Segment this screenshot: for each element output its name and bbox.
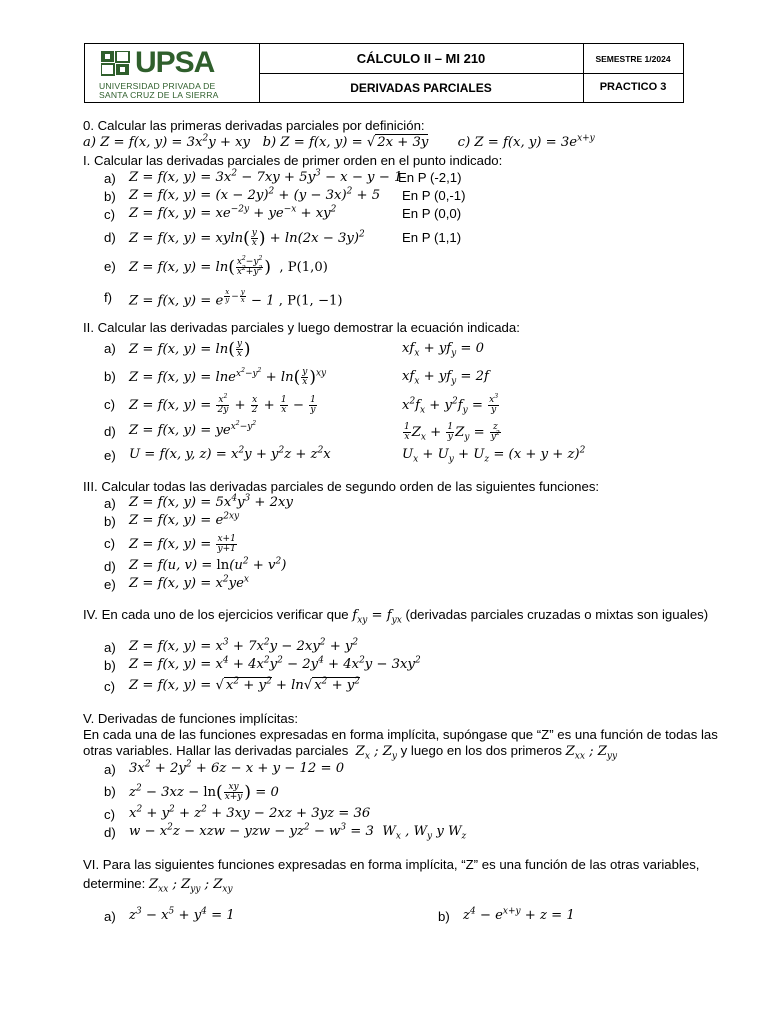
section-4-heading: IV. En cada uno de los ejercicios verificar que $f_{xy} = f_{yx}$ (derivadas parciales cruzadas o mixtas son iguales) bbox=[83, 607, 709, 626]
exercise-5b: $z^2 - 3xz - \ln$( $\frac{xy}{x+y}$ ) = 0 bbox=[129, 782, 279, 803]
section-5-text-b: y luego en los dos primeros bbox=[400, 743, 562, 758]
point-1f: , P(1, −1) bbox=[278, 293, 343, 309]
equation-2d: $\frac{1}{x}$ $Z_x$ + $\frac{1}{y}$ $Z_y$ = $\frac{z}{y^2}$ bbox=[404, 422, 500, 443]
section-5-line-2: otras variables. Hallar las derivadas parciales $Z_x$ ; $Z_y$ y luego en los dos primeros $Z_{xx}$ ; $Z_{yy}$ bbox=[83, 743, 618, 762]
item-label: c) bbox=[104, 207, 115, 222]
item-label: b) bbox=[104, 189, 116, 204]
item-label: e) bbox=[104, 259, 116, 274]
item-label: a) bbox=[104, 909, 116, 924]
exercise-2d: Z = f(x, $y) = ye^{x^2-y^2}$ bbox=[129, 419, 257, 438]
section-3-heading: III. Calcular todas las derivadas parciales de segundo orden de las siguientes funciones: bbox=[83, 479, 600, 494]
section-6-text: determine: bbox=[83, 876, 146, 891]
item-label: b) bbox=[438, 909, 450, 924]
equation-2c: $x^2f_x + y^2f_y$ = $\frac{x^3}{y}$ bbox=[402, 393, 499, 416]
exercise-2a: Z = f(x, y) = ln( $\frac{y}{x}$ ) bbox=[129, 339, 251, 360]
item-label: d) bbox=[104, 825, 116, 840]
semester-label: SEMESTRE 1/2024 bbox=[595, 54, 671, 64]
item-label: c) bbox=[104, 397, 115, 412]
exercise-4b: Z = f(x, $y) = x^4 + 4x^2y^2 - 2y^4 + 4x^2y - 3xy^2$ bbox=[129, 655, 421, 672]
section-4-text-b: (derivadas parciales cruzadas o mixtas son iguales) bbox=[405, 607, 709, 622]
exercise-5a: $3x^2 + 2y^2 + 6z - x + y - 12 = 0$ bbox=[129, 759, 345, 776]
point-1a: En P (-2,1) bbox=[398, 170, 462, 185]
item-label: e) bbox=[104, 448, 116, 463]
exercise-6a: $z^3 - x^5 + y^4 = 1$ bbox=[129, 906, 235, 923]
section-1-heading: I. Calcular las derivadas parciales de primer orden en el punto indicado: bbox=[83, 153, 503, 168]
section-5-heading: V. Derivadas de funciones implícitas: bbox=[83, 711, 299, 726]
point-1e: , P(1,0) bbox=[279, 260, 328, 275]
item-label: b) bbox=[104, 514, 116, 529]
exercise-3b: Z = f(x, $y) = e^{2xy}$ bbox=[129, 511, 240, 528]
section-2-heading: II. Calcular las derivadas parciales y luego demostrar la ecuación indicada: bbox=[83, 320, 520, 335]
exercise-2c: Z = f(x, y) = $\frac{x^2}{2y}$ + $\frac{x}{2}$ + $\frac{1}{x}$ − $\frac{1}{y}$ bbox=[129, 393, 316, 415]
item-label: e) bbox=[104, 577, 116, 592]
header-table bbox=[84, 43, 684, 103]
exercise-4a: Z = f(x, $y) = x^3 + 7x^2y - 2xy^2 + y^2$ bbox=[129, 637, 359, 654]
exercise-3d: Z = f(u, $v) = \ln(u^2 + v^2)$ bbox=[129, 556, 287, 573]
item-label: d) bbox=[104, 230, 116, 245]
point-1b: En P (0,-1) bbox=[402, 188, 466, 203]
point-1c: En P (0,0) bbox=[402, 206, 462, 221]
item-label: a) bbox=[104, 762, 116, 777]
exercise-4c: Z = f(x, y) = √ $x^2 + y^2 + \ln√$ $x^2 + y^2$ bbox=[129, 676, 360, 693]
exercise-3e: Z = f(x, $y) = x^2ye^x$ bbox=[129, 574, 249, 591]
logo-line-2: SANTA CRUZ DE LA SIERRA bbox=[99, 90, 219, 100]
item-label: c) bbox=[104, 679, 115, 694]
section-5-line-1: En cada una de las funciones expresadas en forma implícita, supóngase que “Z” es una función de todas las bbox=[83, 727, 718, 742]
exercise-3c: Z = f(x, y) = $\frac{x+1}{y+1}$ bbox=[129, 534, 236, 554]
section-0-functions: a) Z = f(x, $y) = 3x^2y$ + xy b) Z = f(x, y) = √ 2x + 3y c) Z = f(x, $y) = 3e^{x+y}$ bbox=[83, 133, 595, 150]
exercise-1d: Z = f(x, y) = xyln( $\frac{y}{x}$ ) + $\ln(2x - 3y)^2$ bbox=[129, 228, 365, 249]
equation-2e: $U_x + U_y + U_z = (x + y + z)^2$ bbox=[402, 445, 586, 465]
section-6-line-2: determine: $Z_{xx}$ ; $Z_{yy}$ ; $Z_{xy}$ bbox=[83, 876, 233, 895]
upsa-emblem-icon bbox=[101, 51, 131, 77]
exercise-1e: Z = f(x, y) = ln( $\frac{x^2-y^2}{x^2+y^2}$ ) , P(1,0) bbox=[129, 255, 328, 278]
course-title: CÁLCULO II – MI 210 bbox=[356, 51, 486, 66]
section-6-line-1: VI. Para las siguientes funciones expresadas en forma implícita, “Z” es una función de las otras variables, bbox=[83, 857, 700, 872]
item-label: c) bbox=[104, 807, 115, 822]
exercise-3a: Z = f(x, $y) = 5x^4y^3 + 2xy$ bbox=[129, 493, 293, 510]
practice-label: PRACTICO 3 bbox=[599, 81, 667, 93]
exercise-1a: Z = f(x, $y) = 3x^2 - 7xy + 5y^3 - x - y - 1$ bbox=[129, 168, 403, 185]
item-label: f) bbox=[104, 290, 113, 305]
exercise-5c: $x^2 + y^2 + z^2 + 3xy - 2xz + 3yz = 36$ bbox=[129, 804, 371, 821]
item-label: b) bbox=[104, 784, 116, 799]
exercise-2e: U = f(x, y, $z) = x^2y + y^2z + z^2x$ bbox=[129, 445, 331, 462]
item-label: d) bbox=[104, 559, 116, 574]
exercise-6b: $z^4 - e^{x+y} + z = 1$ bbox=[463, 906, 575, 923]
logo-line-1: UNIVERSIDAD PRIVADA DE bbox=[99, 81, 216, 91]
upsa-logo bbox=[99, 46, 251, 100]
exercise-1f: Z = f(x, y) = e $^{\frac{x}{y} - \frac{y}{x}}$ − 1 , P(1, −1) bbox=[129, 288, 343, 309]
item-label: b) bbox=[104, 369, 116, 384]
equation-2b: $xf_x + yf_y = 2f$ bbox=[402, 369, 489, 387]
item-label: a) bbox=[104, 341, 116, 356]
point-1d: En P (1,1) bbox=[402, 230, 462, 245]
item-label: a) bbox=[104, 171, 116, 186]
exercise-2b: Z = f(x, y) = lne$^{x^2-y^2}$ + ln( $\frac{y}{x}$ )$^{xy}$ bbox=[129, 366, 327, 388]
item-label: a) bbox=[104, 496, 116, 511]
equation-2a: $xf_x + yf_y = 0$ bbox=[402, 341, 485, 359]
item-label: d) bbox=[104, 424, 116, 439]
exercise-1b: Z = f(x, $y) = (x - 2y)^2 + (y - 3x)^2 + 5$ bbox=[129, 186, 381, 203]
section-5-text-a: otras variables. Hallar las derivadas parciales bbox=[83, 743, 349, 758]
section-4-text-a: IV. En cada uno de los ejercicios verificar que bbox=[83, 607, 349, 622]
topic-title: DERIVADAS PARCIALES bbox=[350, 81, 492, 95]
exercise-1c: Z = f(x, $y) = xe^{-2y} + ye^{-x} + xy^2$ bbox=[129, 204, 337, 221]
section-0-heading: 0. Calcular las primeras derivadas parciales por definición: bbox=[83, 118, 425, 133]
exercise-5d: $w - x^2z$ − xzw − yzw − $yz^2 - w^3 = 3$ $W_x$ , $W_y$ y $W_z$ bbox=[129, 822, 467, 842]
item-label: b) bbox=[104, 658, 116, 673]
item-label: a) bbox=[104, 640, 116, 655]
item-label: c) bbox=[104, 536, 115, 551]
logo-wordmark: UPSA bbox=[135, 46, 215, 79]
